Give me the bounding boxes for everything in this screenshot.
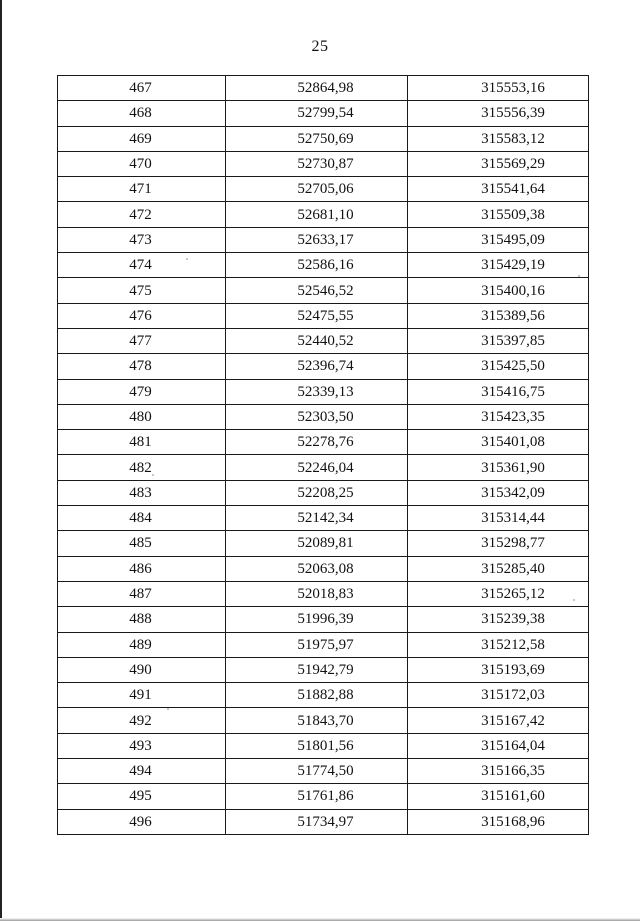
- scan-speck: [186, 258, 188, 260]
- y-coordinate-cell: 315509,38: [408, 202, 589, 227]
- table-row: [58, 708, 589, 733]
- y-coordinate-cell: 315495,09: [408, 227, 589, 252]
- table-row: [58, 278, 589, 303]
- x-coordinate-cell: 52208,25: [226, 480, 408, 505]
- y-coordinate-cell: 315161,60: [408, 784, 589, 809]
- table-row: [58, 480, 589, 505]
- y-coordinate-cell: 315583,12: [408, 126, 589, 151]
- table-row: [58, 607, 589, 632]
- y-coordinate-cell: 315314,44: [408, 506, 589, 531]
- y-coordinate-cell: 315423,35: [408, 404, 589, 429]
- y-coordinate-cell: 315389,56: [408, 303, 589, 328]
- x-coordinate-cell: 52586,16: [226, 253, 408, 278]
- y-coordinate-cell: 315285,40: [408, 556, 589, 581]
- table-row: [58, 76, 589, 101]
- y-coordinate-cell: 315401,08: [408, 430, 589, 455]
- y-coordinate-cell: 315298,77: [408, 531, 589, 556]
- x-coordinate-cell: 52278,76: [226, 430, 408, 455]
- point-number-cell: 481: [58, 430, 226, 455]
- table-row: [58, 683, 589, 708]
- x-coordinate-cell: 51975,97: [226, 632, 408, 657]
- table-row: [58, 202, 589, 227]
- x-coordinate-cell: 52396,74: [226, 354, 408, 379]
- y-coordinate-cell: 315212,58: [408, 632, 589, 657]
- point-number-cell: 472: [58, 202, 226, 227]
- point-number-cell: 488: [58, 607, 226, 632]
- y-coordinate-cell: 315239,38: [408, 607, 589, 632]
- y-coordinate-cell: 315400,16: [408, 278, 589, 303]
- point-number-cell: 496: [58, 809, 226, 834]
- x-coordinate-cell: 51761,86: [226, 784, 408, 809]
- x-coordinate-cell: 51942,79: [226, 657, 408, 682]
- point-number-cell: 485: [58, 531, 226, 556]
- y-coordinate-cell: 315429,19: [408, 253, 589, 278]
- scan-speck: [167, 708, 169, 710]
- coordinates-table-body: [58, 76, 589, 835]
- y-coordinate-cell: 315361,90: [408, 455, 589, 480]
- table-row: [58, 809, 589, 834]
- table-row: [58, 126, 589, 151]
- point-number-cell: 494: [58, 759, 226, 784]
- x-coordinate-cell: 52089,81: [226, 531, 408, 556]
- point-number-cell: 486: [58, 556, 226, 581]
- y-coordinate-cell: 315397,85: [408, 328, 589, 353]
- x-coordinate-cell: 52750,69: [226, 126, 408, 151]
- table-row: [58, 556, 589, 581]
- page-number: 25: [311, 38, 329, 55]
- table-row: [58, 759, 589, 784]
- x-coordinate-cell: 51996,39: [226, 607, 408, 632]
- table-row: [58, 733, 589, 758]
- table-row: [58, 430, 589, 455]
- y-coordinate-cell: 315541,64: [408, 177, 589, 202]
- y-coordinate-cell: 315164,04: [408, 733, 589, 758]
- y-coordinate-cell: 315553,16: [408, 76, 589, 101]
- point-number-cell: 468: [58, 101, 226, 126]
- y-coordinate-cell: 315569,29: [408, 151, 589, 176]
- x-coordinate-cell: 52303,50: [226, 404, 408, 429]
- scan-speck: [578, 275, 580, 277]
- x-coordinate-cell: 51734,97: [226, 809, 408, 834]
- x-coordinate-cell: 52705,06: [226, 177, 408, 202]
- table-row: [58, 531, 589, 556]
- y-coordinate-cell: 315416,75: [408, 379, 589, 404]
- y-coordinate-cell: 315172,03: [408, 683, 589, 708]
- x-coordinate-cell: 52730,87: [226, 151, 408, 176]
- table-row: [58, 354, 589, 379]
- x-coordinate-cell: 52546,52: [226, 278, 408, 303]
- point-number-cell: 467: [58, 76, 226, 101]
- table-row: [58, 303, 589, 328]
- x-coordinate-cell: 51882,88: [226, 683, 408, 708]
- y-coordinate-cell: 315265,12: [408, 581, 589, 606]
- x-coordinate-cell: 52339,13: [226, 379, 408, 404]
- point-number-cell: 474: [58, 253, 226, 278]
- point-number-cell: 478: [58, 354, 226, 379]
- table-row: [58, 328, 589, 353]
- x-coordinate-cell: 51843,70: [226, 708, 408, 733]
- table-row: [58, 657, 589, 682]
- point-number-cell: 490: [58, 657, 226, 682]
- y-coordinate-cell: 315167,42: [408, 708, 589, 733]
- table-row: [58, 581, 589, 606]
- table-row: [58, 227, 589, 252]
- point-number-cell: 479: [58, 379, 226, 404]
- table-row: [58, 177, 589, 202]
- table-row: [58, 379, 589, 404]
- point-number-cell: 469: [58, 126, 226, 151]
- x-coordinate-cell: 52681,10: [226, 202, 408, 227]
- x-coordinate-cell: 52142,34: [226, 506, 408, 531]
- table-row: [58, 506, 589, 531]
- x-coordinate-cell: 52018,83: [226, 581, 408, 606]
- table-row: [58, 455, 589, 480]
- y-coordinate-cell: 315168,96: [408, 809, 589, 834]
- point-number-cell: 492: [58, 708, 226, 733]
- point-number-cell: 491: [58, 683, 226, 708]
- point-number-cell: 493: [58, 733, 226, 758]
- y-coordinate-cell: 315425,50: [408, 354, 589, 379]
- x-coordinate-cell: 52475,55: [226, 303, 408, 328]
- scan-speck: [152, 474, 154, 476]
- x-coordinate-cell: 52864,98: [226, 76, 408, 101]
- scan-speck: [573, 599, 575, 601]
- point-number-cell: 473: [58, 227, 226, 252]
- table-row: [58, 784, 589, 809]
- x-coordinate-cell: 52063,08: [226, 556, 408, 581]
- y-coordinate-cell: 315342,09: [408, 480, 589, 505]
- point-number-cell: 470: [58, 151, 226, 176]
- x-coordinate-cell: 52633,17: [226, 227, 408, 252]
- table-row: [58, 101, 589, 126]
- x-coordinate-cell: 52440,52: [226, 328, 408, 353]
- point-number-cell: 483: [58, 480, 226, 505]
- point-number-cell: 476: [58, 303, 226, 328]
- x-coordinate-cell: 51774,50: [226, 759, 408, 784]
- x-coordinate-cell: 52246,04: [226, 455, 408, 480]
- point-number-cell: 480: [58, 404, 226, 429]
- x-coordinate-cell: 51801,56: [226, 733, 408, 758]
- point-number-cell: 477: [58, 328, 226, 353]
- y-coordinate-cell: 315193,69: [408, 657, 589, 682]
- table-row: [58, 404, 589, 429]
- point-number-cell: 495: [58, 784, 226, 809]
- y-coordinate-cell: 315556,39: [408, 101, 589, 126]
- x-coordinate-cell: 52799,54: [226, 101, 408, 126]
- point-number-cell: 471: [58, 177, 226, 202]
- table-row: [58, 632, 589, 657]
- table-row: [58, 253, 589, 278]
- point-number-cell: 487: [58, 581, 226, 606]
- point-number-cell: 475: [58, 278, 226, 303]
- point-number-cell: 489: [58, 632, 226, 657]
- y-coordinate-cell: 315166,35: [408, 759, 589, 784]
- scan-edge-left: [0, 0, 2, 921]
- coordinates-table: [57, 75, 589, 835]
- point-number-cell: 482: [58, 455, 226, 480]
- point-number-cell: 484: [58, 506, 226, 531]
- table-row: [58, 151, 589, 176]
